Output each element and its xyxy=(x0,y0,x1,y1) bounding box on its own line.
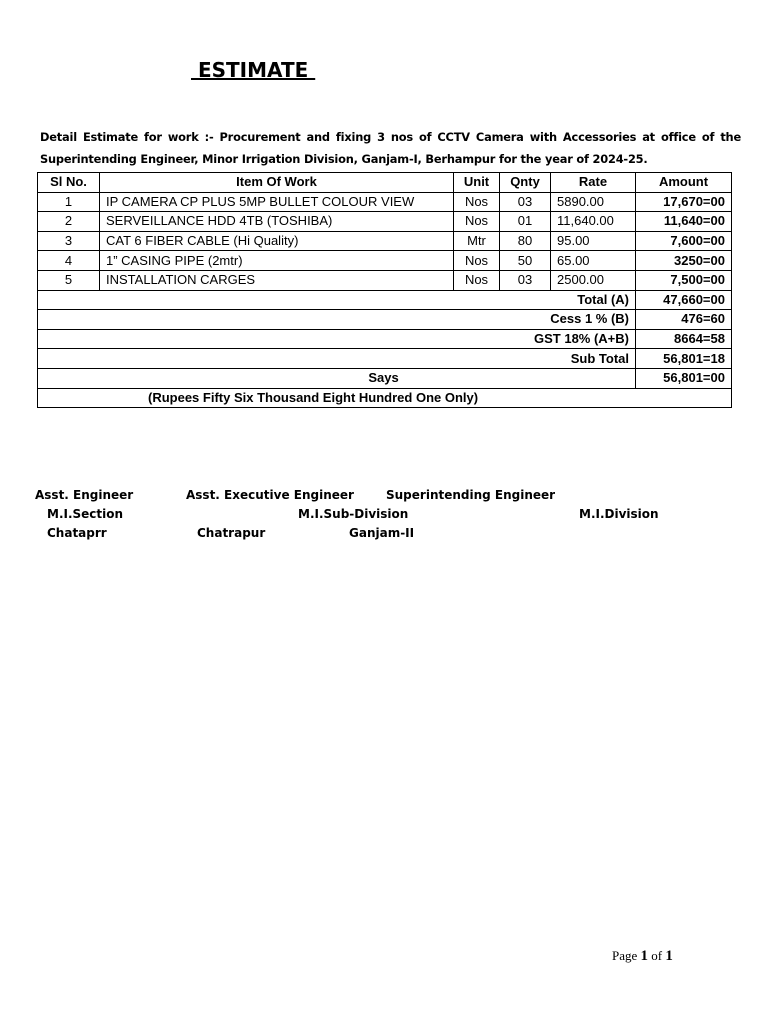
location-chatrapur: Chatrapur xyxy=(197,526,266,540)
sub-total-value: 56,801=18 xyxy=(636,349,732,369)
cell-amount: 7,600=00 xyxy=(636,231,732,251)
cell-amount: 11,640=00 xyxy=(636,212,732,232)
cell-unit: Nos xyxy=(454,192,500,212)
gst-value: 8664=58 xyxy=(636,329,732,349)
header-item-of-work: Item Of Work xyxy=(100,173,454,193)
cell-unit: Mtr xyxy=(454,231,500,251)
total-a-label: Total (A) xyxy=(38,290,636,310)
amount-in-words: (Rupees Fifty Six Thousand Eight Hundred One Only) xyxy=(38,388,732,408)
location-ganjam-ii: Ganjam-II xyxy=(349,526,415,540)
says-row xyxy=(38,368,732,388)
office-mi-sub-division: M.I.Sub-Division xyxy=(298,507,409,521)
table-header-row xyxy=(38,173,732,193)
page-total: 1 xyxy=(665,948,673,964)
cell-sl-no: 2 xyxy=(38,212,100,232)
table-row xyxy=(38,251,732,271)
cell-item: IP CAMERA CP PLUS 5MP BULLET COLOUR VIEW xyxy=(100,192,454,212)
cess-value: 476=60 xyxy=(636,310,732,330)
of-word: of xyxy=(651,948,663,963)
total-row xyxy=(38,329,732,349)
says-label: Says xyxy=(38,368,636,388)
cell-qnty: 80 xyxy=(500,231,551,251)
cell-rate: 2500.00 xyxy=(551,270,636,290)
cell-amount: 3250=00 xyxy=(636,251,732,271)
page-number: 1 xyxy=(640,948,649,964)
office-mi-section: M.I.Section xyxy=(47,507,124,521)
header-rate: Rate xyxy=(551,173,636,193)
signature-superintending-engineer: Superintending Engineer xyxy=(386,488,556,502)
cell-item: SERVEILLANCE HDD 4TB (TOSHIBA) xyxy=(100,212,454,232)
cell-rate: 11,640.00 xyxy=(551,212,636,232)
table-row xyxy=(38,212,732,232)
cell-sl-no: 3 xyxy=(38,231,100,251)
estimate-table xyxy=(37,172,732,408)
total-row xyxy=(38,310,732,330)
cell-unit: Nos xyxy=(454,270,500,290)
cell-qnty: 03 xyxy=(500,192,551,212)
cell-unit: Nos xyxy=(454,212,500,232)
says-value: 56,801=00 xyxy=(636,368,732,388)
signature-asst-engineer: Asst. Engineer xyxy=(35,488,134,502)
cell-qnty: 01 xyxy=(500,212,551,232)
header-sl-no: Sl No. xyxy=(38,173,100,193)
cell-qnty: 03 xyxy=(500,270,551,290)
cell-item: 1” CASING PIPE (2mtr) xyxy=(100,251,454,271)
page-title: ESTIMATE xyxy=(191,58,316,82)
cell-rate: 5890.00 xyxy=(551,192,636,212)
total-a-value: 47,660=00 xyxy=(636,290,732,310)
header-amount: Amount xyxy=(636,173,732,193)
cell-item: CAT 6 FIBER CABLE (Hi Quality) xyxy=(100,231,454,251)
page-footer xyxy=(612,948,673,965)
office-mi-division: M.I.Division xyxy=(579,507,659,521)
cell-unit: Nos xyxy=(454,251,500,271)
page-word: Page xyxy=(612,948,638,963)
total-row xyxy=(38,290,732,310)
cell-sl-no: 5 xyxy=(38,270,100,290)
cell-rate: 95.00 xyxy=(551,231,636,251)
cell-sl-no: 4 xyxy=(38,251,100,271)
total-row xyxy=(38,349,732,369)
signature-asst-executive-engineer: Asst. Executive Engineer xyxy=(186,488,354,502)
cell-qnty: 50 xyxy=(500,251,551,271)
table-row xyxy=(38,231,732,251)
table-row xyxy=(38,270,732,290)
cell-rate: 65.00 xyxy=(551,251,636,271)
table-row xyxy=(38,192,732,212)
cell-item: INSTALLATION CARGES xyxy=(100,270,454,290)
header-unit: Unit xyxy=(454,173,500,193)
cell-amount: 17,670=00 xyxy=(636,192,732,212)
header-qnty: Qnty xyxy=(500,173,551,193)
sub-total-label: Sub Total xyxy=(38,349,636,369)
cell-amount: 7,500=00 xyxy=(636,270,732,290)
location-chataprr: Chataprr xyxy=(47,526,107,540)
amount-in-words-row xyxy=(38,388,732,408)
work-description: Detail Estimate for work :- Procurement and fixing 3 nos of CCTV Camera with Accessories at office of the Superintending Engineer, Minor Irrigation Division, Ganjam-I, Berhampur for the year of 2024-25. xyxy=(40,130,741,166)
gst-label: GST 18% (A+B) xyxy=(38,329,636,349)
cell-sl-no: 1 xyxy=(38,192,100,212)
cess-label: Cess 1 % (B) xyxy=(38,310,636,330)
